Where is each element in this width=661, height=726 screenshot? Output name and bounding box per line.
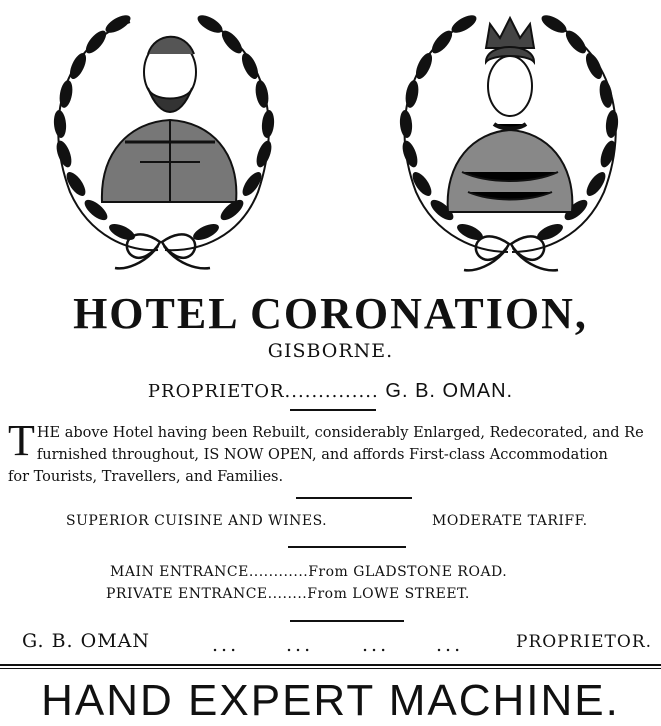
proprietor-line [0,380,661,403]
footer-dots-4: ... [436,634,464,656]
description-dropcap: T [8,416,35,465]
footer-dots-1: ... [212,634,240,656]
divider-rule-3 [288,546,406,548]
tariff-text: MODERATE TARIFF. [432,513,588,529]
proprietor-label: PROPRIETOR.............. [147,381,379,402]
main-entrance-text: MAIN ENTRANCE............From GLADSTONE ROAD. [110,564,508,580]
divider-rule-1 [290,409,376,411]
hotel-description [8,416,658,488]
divider-rule-2 [296,497,412,499]
location-subtitle: GISBORNE. [267,340,394,362]
footer-dots-2: ... [286,634,314,656]
queen-portrait-illustration [378,2,640,274]
private-entrance-text: PRIVATE ENTRANCE........From LOWE STREET. [106,586,470,602]
king-portrait-illustration [30,2,290,274]
footer-proprietor-name: G. B. OMAN [22,630,150,652]
advert-heading: HAND EXPERT MACHINE. [41,676,620,725]
description-line-2: furnished throughout, IS NOW OPEN, and affords First-class Accommodation [36,447,608,463]
cuisine-text: SUPERIOR CUISINE AND WINES. [66,513,328,529]
description-line-3: for Tourists, Travellers, and Families. [8,469,284,485]
proprietor-name: G. B. OMAN. [385,380,514,402]
description-line-1: HE above Hotel having been Rebuilt, considerably Enlarged, Redecorated, and Re [36,425,644,441]
footer-dots-3: ... [362,634,390,656]
double-rule [0,664,661,669]
hotel-name-heading: HOTEL CORONATION, [73,289,588,338]
divider-rule-4 [290,620,404,622]
footer-proprietor-role: PROPRIETOR. [516,632,653,652]
